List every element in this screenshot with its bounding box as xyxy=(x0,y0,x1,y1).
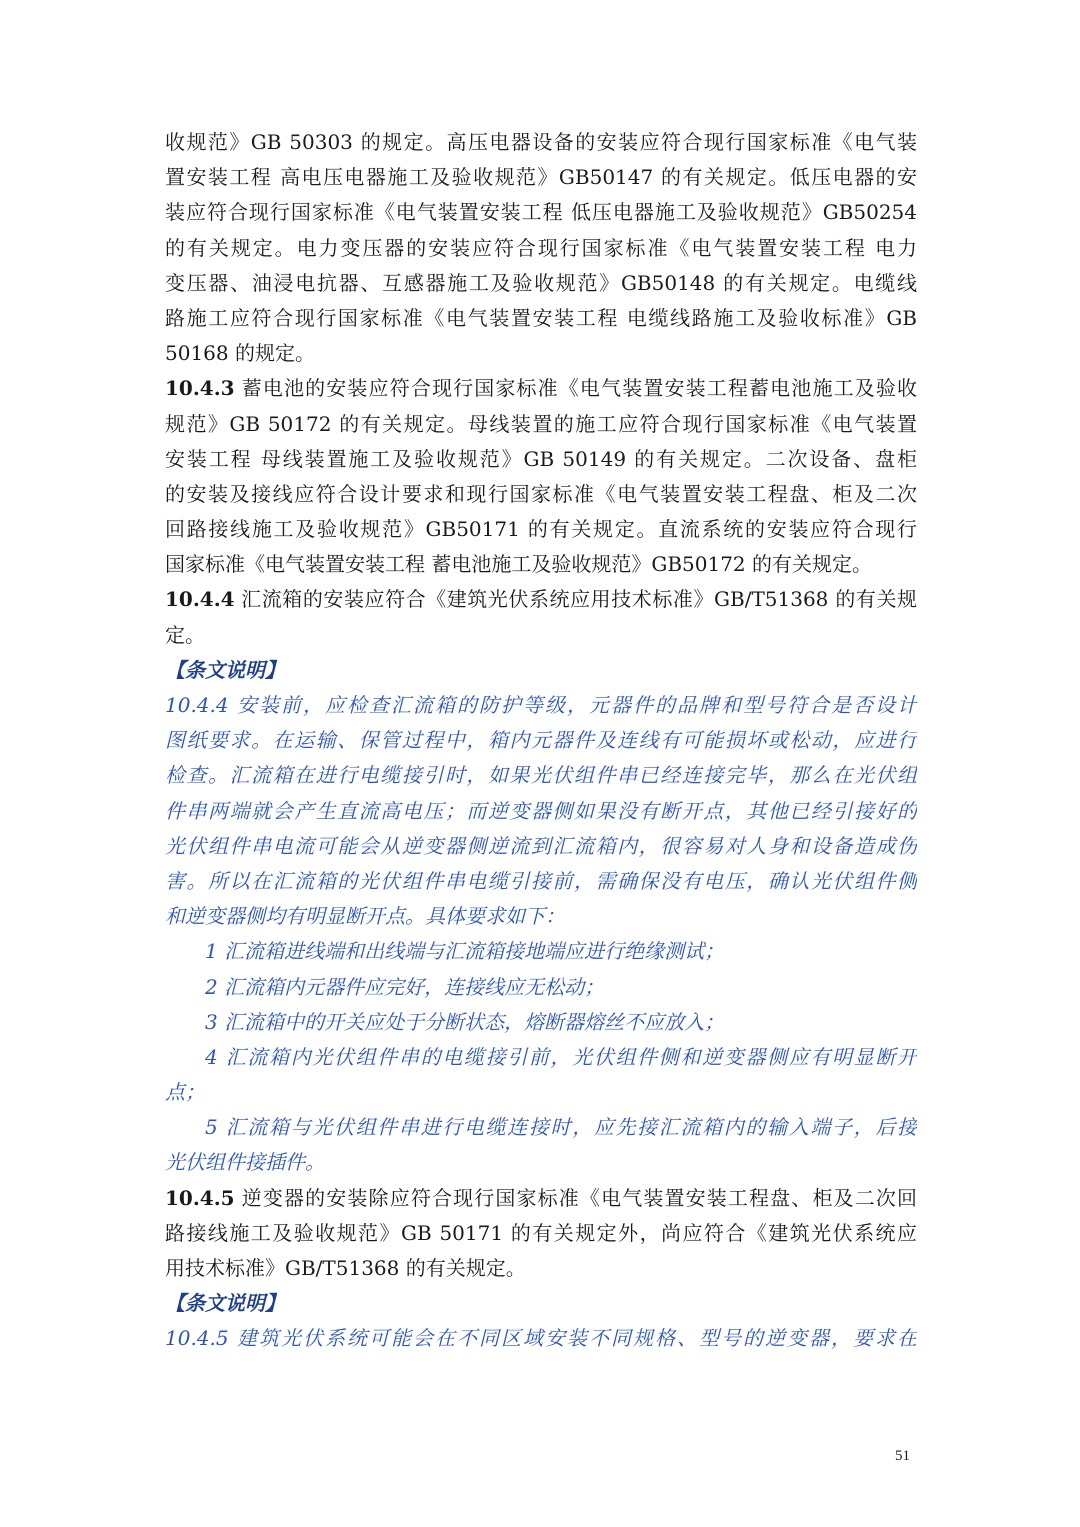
list-item: 5 汇流箱与光伏组件串进行电缆连接时，应先接汇流箱内的输入端子，后接 xyxy=(205,1115,917,1140)
explanation-note-10-4-4 xyxy=(165,653,917,1181)
clause-10-4-4 xyxy=(165,582,917,652)
list-item-continuation: 光伏组件接插件。 xyxy=(165,1150,325,1175)
clause-text: 逆变器的安装除应符合现行国家标准《电气装置安装工程盘、柜及二次回 xyxy=(240,1185,917,1210)
clause-text: 蓄电池的安装应符合现行国家标准《电气装置安装工程蓄电池施工及验收 xyxy=(240,376,917,401)
note-line: 光伏组件串电流可能会从逆变器侧逆流到汇流箱内，很容易对人身和设备造成伤 xyxy=(165,833,917,858)
list-item-continuation: 点； xyxy=(165,1080,205,1105)
document-body xyxy=(165,125,917,1357)
text-line: 装应符合现行国家标准《电气装置安装工程 低压电器施工及验收规范》GB50254 xyxy=(165,200,917,225)
clause-text: 汇流箱的安装应符合《建筑光伏系统应用技术标准》GB/T51368 的有关规 xyxy=(240,587,917,612)
note-heading: 【条文说明】 xyxy=(165,657,285,682)
text-line xyxy=(165,582,917,617)
text-line: 规范》GB 50172 的有关规定。母线装置的施工应符合现行国家标准《电气装置 xyxy=(165,411,917,436)
list-item: 4 汇流箱内光伏组件串的电缆接引前，光伏组件侧和逆变器侧应有明显断开 xyxy=(205,1044,917,1069)
note-line: 图纸要求。在运输、保管过程中，箱内元器件及连线有可能损坏或松动，应进行 xyxy=(165,728,917,753)
note-line: 和逆变器侧均有明显断开点。具体要求如下： xyxy=(165,904,565,929)
text-line: 路接线施工及验收规范》GB 50171 的有关规定外，尚应符合《建筑光伏系统应 xyxy=(165,1220,917,1245)
text-line: 收规范》GB 50303 的规定。高压电器设备的安装应符合现行国家标准《电气装 xyxy=(165,130,917,154)
text-line xyxy=(165,371,917,406)
text-line: 用技术标准》GB/T51368 的有关规定。 xyxy=(165,1256,526,1280)
list-item: 3 汇流箱中的开关应处于分断状态，熔断器熔丝不应放入； xyxy=(205,1009,725,1034)
note-heading: 【条文说明】 xyxy=(165,1291,285,1316)
text-line: 50168 的规定。 xyxy=(165,341,315,366)
clause-10-4-5 xyxy=(165,1181,917,1287)
text-line: 置安装工程 高电压电器施工及验收规范》GB50147 的有关规定。低压电器的安 xyxy=(165,165,917,190)
list-item: 2 汇流箱内元器件应完好，连接线应无松动； xyxy=(205,974,605,999)
text-line: 国家标准《电气装置安装工程 蓄电池施工及验收规范》GB50172 的有关规定。 xyxy=(165,552,873,577)
clause-number: 10.4.4 xyxy=(165,587,235,612)
note-line: 10.4.4 安装前，应检查汇流箱的防护等级，元器件的品牌和型号符合是否设计 xyxy=(165,693,917,717)
text-line: 变压器、油浸电抗器、互感器施工及验收规范》GB50148 的有关规定。电缆线 xyxy=(165,270,917,295)
text-line: 路施工应符合现行国家标准《电气装置安装工程 电缆线路施工及验收标准》GB xyxy=(165,305,917,330)
note-line: 10.4.5 建筑光伏系统可能会在不同区域安装不同规格、型号的逆变器，要求在 xyxy=(165,1326,917,1351)
clause-number: 10.4.3 xyxy=(165,376,235,401)
page-number: 51 xyxy=(895,1448,910,1464)
explanation-note-10-4-5 xyxy=(165,1286,917,1356)
list-item: 1 汇流箱进线端和出线端与汇流箱接地端应进行绝缘测试； xyxy=(205,939,725,964)
note-line: 检查。汇流箱在进行电缆接引时，如果光伏组件串已经连接完毕，那么在光伏组 xyxy=(165,763,917,788)
note-line: 害。所以在汇流箱的光伏组件串电缆引接前，需确保没有电压，确认光伏组件侧 xyxy=(165,868,917,893)
text-line: 的安装及接线应符合设计要求和现行国家标准《电气装置安装工程盘、柜及二次 xyxy=(165,481,917,506)
clause-10-4-3 xyxy=(165,371,917,582)
paragraph-continuation xyxy=(165,125,917,371)
note-line: 件串两端就会产生直流高电压；而逆变器侧如果没有断开点，其他已经引接好的 xyxy=(165,798,917,823)
text-line xyxy=(165,1181,917,1216)
text-line: 安装工程 母线装置施工及验收规范》GB 50149 的有关规定。二次设备、盘柜 xyxy=(165,446,917,471)
text-line: 回路接线施工及验收规范》GB50171 的有关规定。直流系统的安装应符合现行 xyxy=(165,517,917,542)
clause-number: 10.4.5 xyxy=(165,1185,235,1210)
text-line: 定。 xyxy=(165,622,205,647)
text-line: 的有关规定。电力变压器的安装应符合现行国家标准《电气装置安装工程 电力 xyxy=(165,235,917,260)
